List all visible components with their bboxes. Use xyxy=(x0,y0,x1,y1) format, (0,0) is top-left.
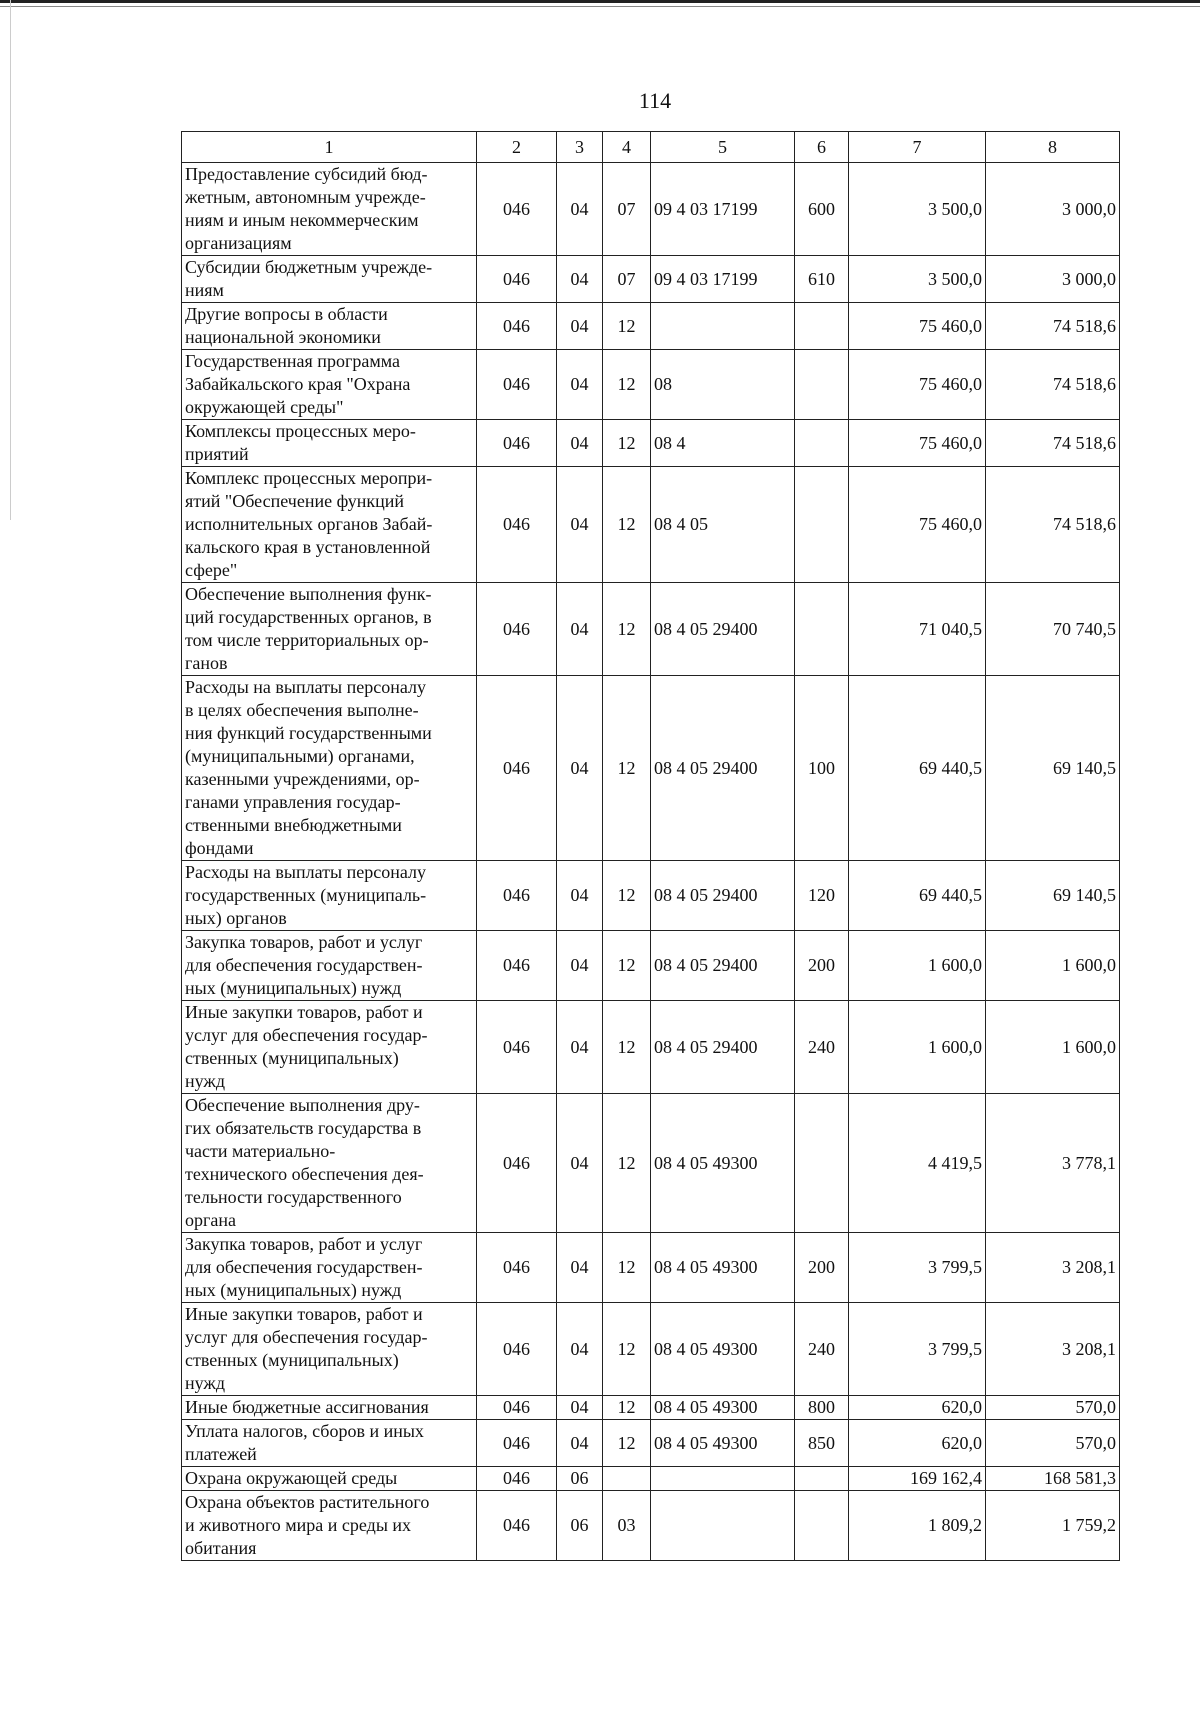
header-cell-1: 1 xyxy=(182,132,477,163)
row-name-cell: Комплексы процессных меро- приятий xyxy=(182,420,477,467)
amount-col7-cell: 4 419,5 xyxy=(849,1094,986,1233)
admin-code-cell: 046 xyxy=(477,1094,557,1233)
row-name-cell: Расходы на выплаты персоналу государственных (муниципаль- ных) органов xyxy=(182,861,477,931)
amount-col7-cell: 1 600,0 xyxy=(849,1001,986,1094)
left-margin-mark xyxy=(10,0,11,520)
subsection-cell: 12 xyxy=(603,467,651,583)
amount-col7-cell: 69 440,5 xyxy=(849,676,986,861)
amount-col8-cell: 69 140,5 xyxy=(986,676,1120,861)
section-cell: 04 xyxy=(557,861,603,931)
section-cell: 04 xyxy=(557,1396,603,1420)
admin-code-cell: 046 xyxy=(477,256,557,303)
amount-col8-cell: 70 740,5 xyxy=(986,583,1120,676)
expense-type-cell xyxy=(795,583,849,676)
amount-col7-cell: 75 460,0 xyxy=(849,467,986,583)
section-cell: 04 xyxy=(557,1233,603,1303)
admin-code-cell: 046 xyxy=(477,1420,557,1467)
target-article-cell: 08 4 xyxy=(651,420,795,467)
subsection-cell: 12 xyxy=(603,420,651,467)
table-row xyxy=(182,1491,1120,1561)
subsection-cell xyxy=(603,1467,651,1491)
amount-col8-cell: 168 581,3 xyxy=(986,1467,1120,1491)
section-cell: 04 xyxy=(557,1001,603,1094)
row-name-cell: Иные закупки товаров, работ и услуг для обеспечения государ- ственных (муниципальных) нужд xyxy=(182,1303,477,1396)
amount-col8-cell: 3 208,1 xyxy=(986,1303,1120,1396)
section-cell: 06 xyxy=(557,1491,603,1561)
amount-col7-cell: 3 500,0 xyxy=(849,256,986,303)
target-article-cell xyxy=(651,1491,795,1561)
table-row xyxy=(182,1303,1120,1396)
amount-col8-cell: 74 518,6 xyxy=(986,303,1120,350)
admin-code-cell: 046 xyxy=(477,420,557,467)
expense-type-cell xyxy=(795,420,849,467)
subsection-cell: 12 xyxy=(603,676,651,861)
amount-col8-cell: 1 600,0 xyxy=(986,1001,1120,1094)
row-name-cell: Комплекс процессных меропри- ятий "Обеспечение функций исполнительных органов Забай- кальского края в установленной сфере" xyxy=(182,467,477,583)
table-row xyxy=(182,1233,1120,1303)
expense-type-cell: 240 xyxy=(795,1001,849,1094)
target-article-cell: 08 4 05 49300 xyxy=(651,1303,795,1396)
expense-type-cell: 200 xyxy=(795,931,849,1001)
table-row xyxy=(182,303,1120,350)
amount-col8-cell: 3 208,1 xyxy=(986,1233,1120,1303)
header-cell-7: 7 xyxy=(849,132,986,163)
amount-col7-cell: 3 500,0 xyxy=(849,163,986,256)
subsection-cell: 12 xyxy=(603,303,651,350)
table-header-row xyxy=(182,132,1120,163)
admin-code-cell: 046 xyxy=(477,583,557,676)
amount-col8-cell: 74 518,6 xyxy=(986,350,1120,420)
target-article-cell: 08 4 05 29400 xyxy=(651,931,795,1001)
expense-type-cell: 100 xyxy=(795,676,849,861)
header-cell-6: 6 xyxy=(795,132,849,163)
section-cell: 06 xyxy=(557,1467,603,1491)
subsection-cell: 12 xyxy=(603,861,651,931)
section-cell: 04 xyxy=(557,256,603,303)
row-name-cell: Закупка товаров, работ и услуг для обеспечения государствен- ных (муниципальных) нужд xyxy=(182,931,477,1001)
row-name-cell: Обеспечение выполнения функ- ций государственных органов, в том числе территориальных ор- ганов xyxy=(182,583,477,676)
top-border-line-thin xyxy=(0,6,1200,7)
table-row xyxy=(182,256,1120,303)
subsection-cell: 12 xyxy=(603,1303,651,1396)
subsection-cell: 12 xyxy=(603,350,651,420)
row-name-cell: Другие вопросы в области национальной экономики xyxy=(182,303,477,350)
amount-col8-cell: 74 518,6 xyxy=(986,467,1120,583)
amount-col7-cell: 3 799,5 xyxy=(849,1233,986,1303)
header-cell-4: 4 xyxy=(603,132,651,163)
amount-col8-cell: 3 778,1 xyxy=(986,1094,1120,1233)
expense-type-cell: 850 xyxy=(795,1420,849,1467)
amount-col7-cell: 75 460,0 xyxy=(849,303,986,350)
row-name-cell: Субсидии бюджетным учрежде- ниям xyxy=(182,256,477,303)
section-cell: 04 xyxy=(557,163,603,256)
target-article-cell: 08 xyxy=(651,350,795,420)
table-row xyxy=(182,1467,1120,1491)
amount-col8-cell: 74 518,6 xyxy=(986,420,1120,467)
table-row xyxy=(182,676,1120,861)
subsection-cell: 07 xyxy=(603,256,651,303)
expense-type-cell: 240 xyxy=(795,1303,849,1396)
admin-code-cell: 046 xyxy=(477,931,557,1001)
target-article-cell: 08 4 05 49300 xyxy=(651,1094,795,1233)
admin-code-cell: 046 xyxy=(477,1233,557,1303)
admin-code-cell: 046 xyxy=(477,861,557,931)
admin-code-cell: 046 xyxy=(477,1491,557,1561)
subsection-cell: 12 xyxy=(603,1420,651,1467)
amount-col8-cell: 570,0 xyxy=(986,1420,1120,1467)
section-cell: 04 xyxy=(557,467,603,583)
admin-code-cell: 046 xyxy=(477,1396,557,1420)
target-article-cell xyxy=(651,303,795,350)
admin-code-cell: 046 xyxy=(477,303,557,350)
row-name-cell: Закупка товаров, работ и услуг для обеспечения государствен- ных (муниципальных) нужд xyxy=(182,1233,477,1303)
admin-code-cell: 046 xyxy=(477,467,557,583)
amount-col7-cell: 620,0 xyxy=(849,1396,986,1420)
amount-col8-cell: 1 759,2 xyxy=(986,1491,1120,1561)
admin-code-cell: 046 xyxy=(477,1467,557,1491)
section-cell: 04 xyxy=(557,1303,603,1396)
budget-table xyxy=(181,131,1120,1561)
table-row xyxy=(182,350,1120,420)
expense-type-cell xyxy=(795,350,849,420)
subsection-cell: 07 xyxy=(603,163,651,256)
row-name-cell: Охрана объектов растительного и животного мира и среды их обитания xyxy=(182,1491,477,1561)
amount-col7-cell: 71 040,5 xyxy=(849,583,986,676)
row-name-cell: Предоставление субсидий бюд- жетным, автономным учрежде- ниям и иным некоммерческим организациям xyxy=(182,163,477,256)
table-row xyxy=(182,163,1120,256)
target-article-cell: 09 4 03 17199 xyxy=(651,256,795,303)
target-article-cell: 08 4 05 49300 xyxy=(651,1396,795,1420)
expense-type-cell: 200 xyxy=(795,1233,849,1303)
admin-code-cell: 046 xyxy=(477,1001,557,1094)
target-article-cell: 08 4 05 xyxy=(651,467,795,583)
amount-col7-cell: 75 460,0 xyxy=(849,420,986,467)
row-name-cell: Иные закупки товаров, работ и услуг для обеспечения государ- ственных (муниципальных) нужд xyxy=(182,1001,477,1094)
target-article-cell: 08 4 05 29400 xyxy=(651,861,795,931)
amount-col7-cell: 69 440,5 xyxy=(849,861,986,931)
amount-col7-cell: 75 460,0 xyxy=(849,350,986,420)
expense-type-cell xyxy=(795,1467,849,1491)
expense-type-cell xyxy=(795,1094,849,1233)
amount-col8-cell: 3 000,0 xyxy=(986,256,1120,303)
expense-type-cell: 800 xyxy=(795,1396,849,1420)
expense-type-cell: 120 xyxy=(795,861,849,931)
target-article-cell: 08 4 05 29400 xyxy=(651,1001,795,1094)
subsection-cell: 12 xyxy=(603,583,651,676)
section-cell: 04 xyxy=(557,583,603,676)
section-cell: 04 xyxy=(557,1094,603,1233)
section-cell: 04 xyxy=(557,350,603,420)
target-article-cell: 08 4 05 29400 xyxy=(651,583,795,676)
row-name-cell: Иные бюджетные ассигнования xyxy=(182,1396,477,1420)
admin-code-cell: 046 xyxy=(477,676,557,861)
expense-type-cell xyxy=(795,1491,849,1561)
section-cell: 04 xyxy=(557,931,603,1001)
section-cell: 04 xyxy=(557,676,603,861)
target-article-cell xyxy=(651,1467,795,1491)
amount-col7-cell: 1 809,2 xyxy=(849,1491,986,1561)
target-article-cell: 09 4 03 17199 xyxy=(651,163,795,256)
expense-type-cell: 600 xyxy=(795,163,849,256)
header-cell-3: 3 xyxy=(557,132,603,163)
table-row xyxy=(182,931,1120,1001)
subsection-cell: 03 xyxy=(603,1491,651,1561)
amount-col8-cell: 1 600,0 xyxy=(986,931,1120,1001)
table-row xyxy=(182,1001,1120,1094)
header-cell-8: 8 xyxy=(986,132,1120,163)
expense-type-cell xyxy=(795,303,849,350)
subsection-cell: 12 xyxy=(603,1094,651,1233)
table-row xyxy=(182,583,1120,676)
table-row xyxy=(182,861,1120,931)
amount-col7-cell: 1 600,0 xyxy=(849,931,986,1001)
table-row xyxy=(182,1094,1120,1233)
subsection-cell: 12 xyxy=(603,1396,651,1420)
page-number: 114 xyxy=(638,88,672,113)
row-name-cell: Государственная программа Забайкальского края "Охрана окружающей среды" xyxy=(182,350,477,420)
top-border-line xyxy=(0,0,1200,3)
subsection-cell: 12 xyxy=(603,1233,651,1303)
amount-col8-cell: 3 000,0 xyxy=(986,163,1120,256)
amount-col7-cell: 620,0 xyxy=(849,1420,986,1467)
header-cell-5: 5 xyxy=(651,132,795,163)
target-article-cell: 08 4 05 49300 xyxy=(651,1420,795,1467)
target-article-cell: 08 4 05 49300 xyxy=(651,1233,795,1303)
row-name-cell: Охрана окружающей среды xyxy=(182,1467,477,1491)
admin-code-cell: 046 xyxy=(477,163,557,256)
expense-type-cell: 610 xyxy=(795,256,849,303)
admin-code-cell: 046 xyxy=(477,350,557,420)
header-cell-2: 2 xyxy=(477,132,557,163)
row-name-cell: Обеспечение выполнения дру- гих обязательств государства в части материально- технического обеспечения дея- тельности государственного органа xyxy=(182,1094,477,1233)
target-article-cell: 08 4 05 29400 xyxy=(651,676,795,861)
row-name-cell: Расходы на выплаты персоналу в целях обеспечения выполне- ния функций государственными (муниципальными) органами, казенными учреждениями, ор- ганами управления государ- ственными внебюджетными фондами xyxy=(182,676,477,861)
row-name-cell: Уплата налогов, сборов и иных платежей xyxy=(182,1420,477,1467)
section-cell: 04 xyxy=(557,420,603,467)
admin-code-cell: 046 xyxy=(477,1303,557,1396)
table-row xyxy=(182,1420,1120,1467)
subsection-cell: 12 xyxy=(603,931,651,1001)
amount-col8-cell: 69 140,5 xyxy=(986,861,1120,931)
amount-col7-cell: 169 162,4 xyxy=(849,1467,986,1491)
amount-col8-cell: 570,0 xyxy=(986,1396,1120,1420)
amount-col7-cell: 3 799,5 xyxy=(849,1303,986,1396)
expense-type-cell xyxy=(795,467,849,583)
table-row xyxy=(182,1396,1120,1420)
subsection-cell: 12 xyxy=(603,1001,651,1094)
table-row xyxy=(182,420,1120,467)
section-cell: 04 xyxy=(557,1420,603,1467)
table-row xyxy=(182,467,1120,583)
section-cell: 04 xyxy=(557,303,603,350)
